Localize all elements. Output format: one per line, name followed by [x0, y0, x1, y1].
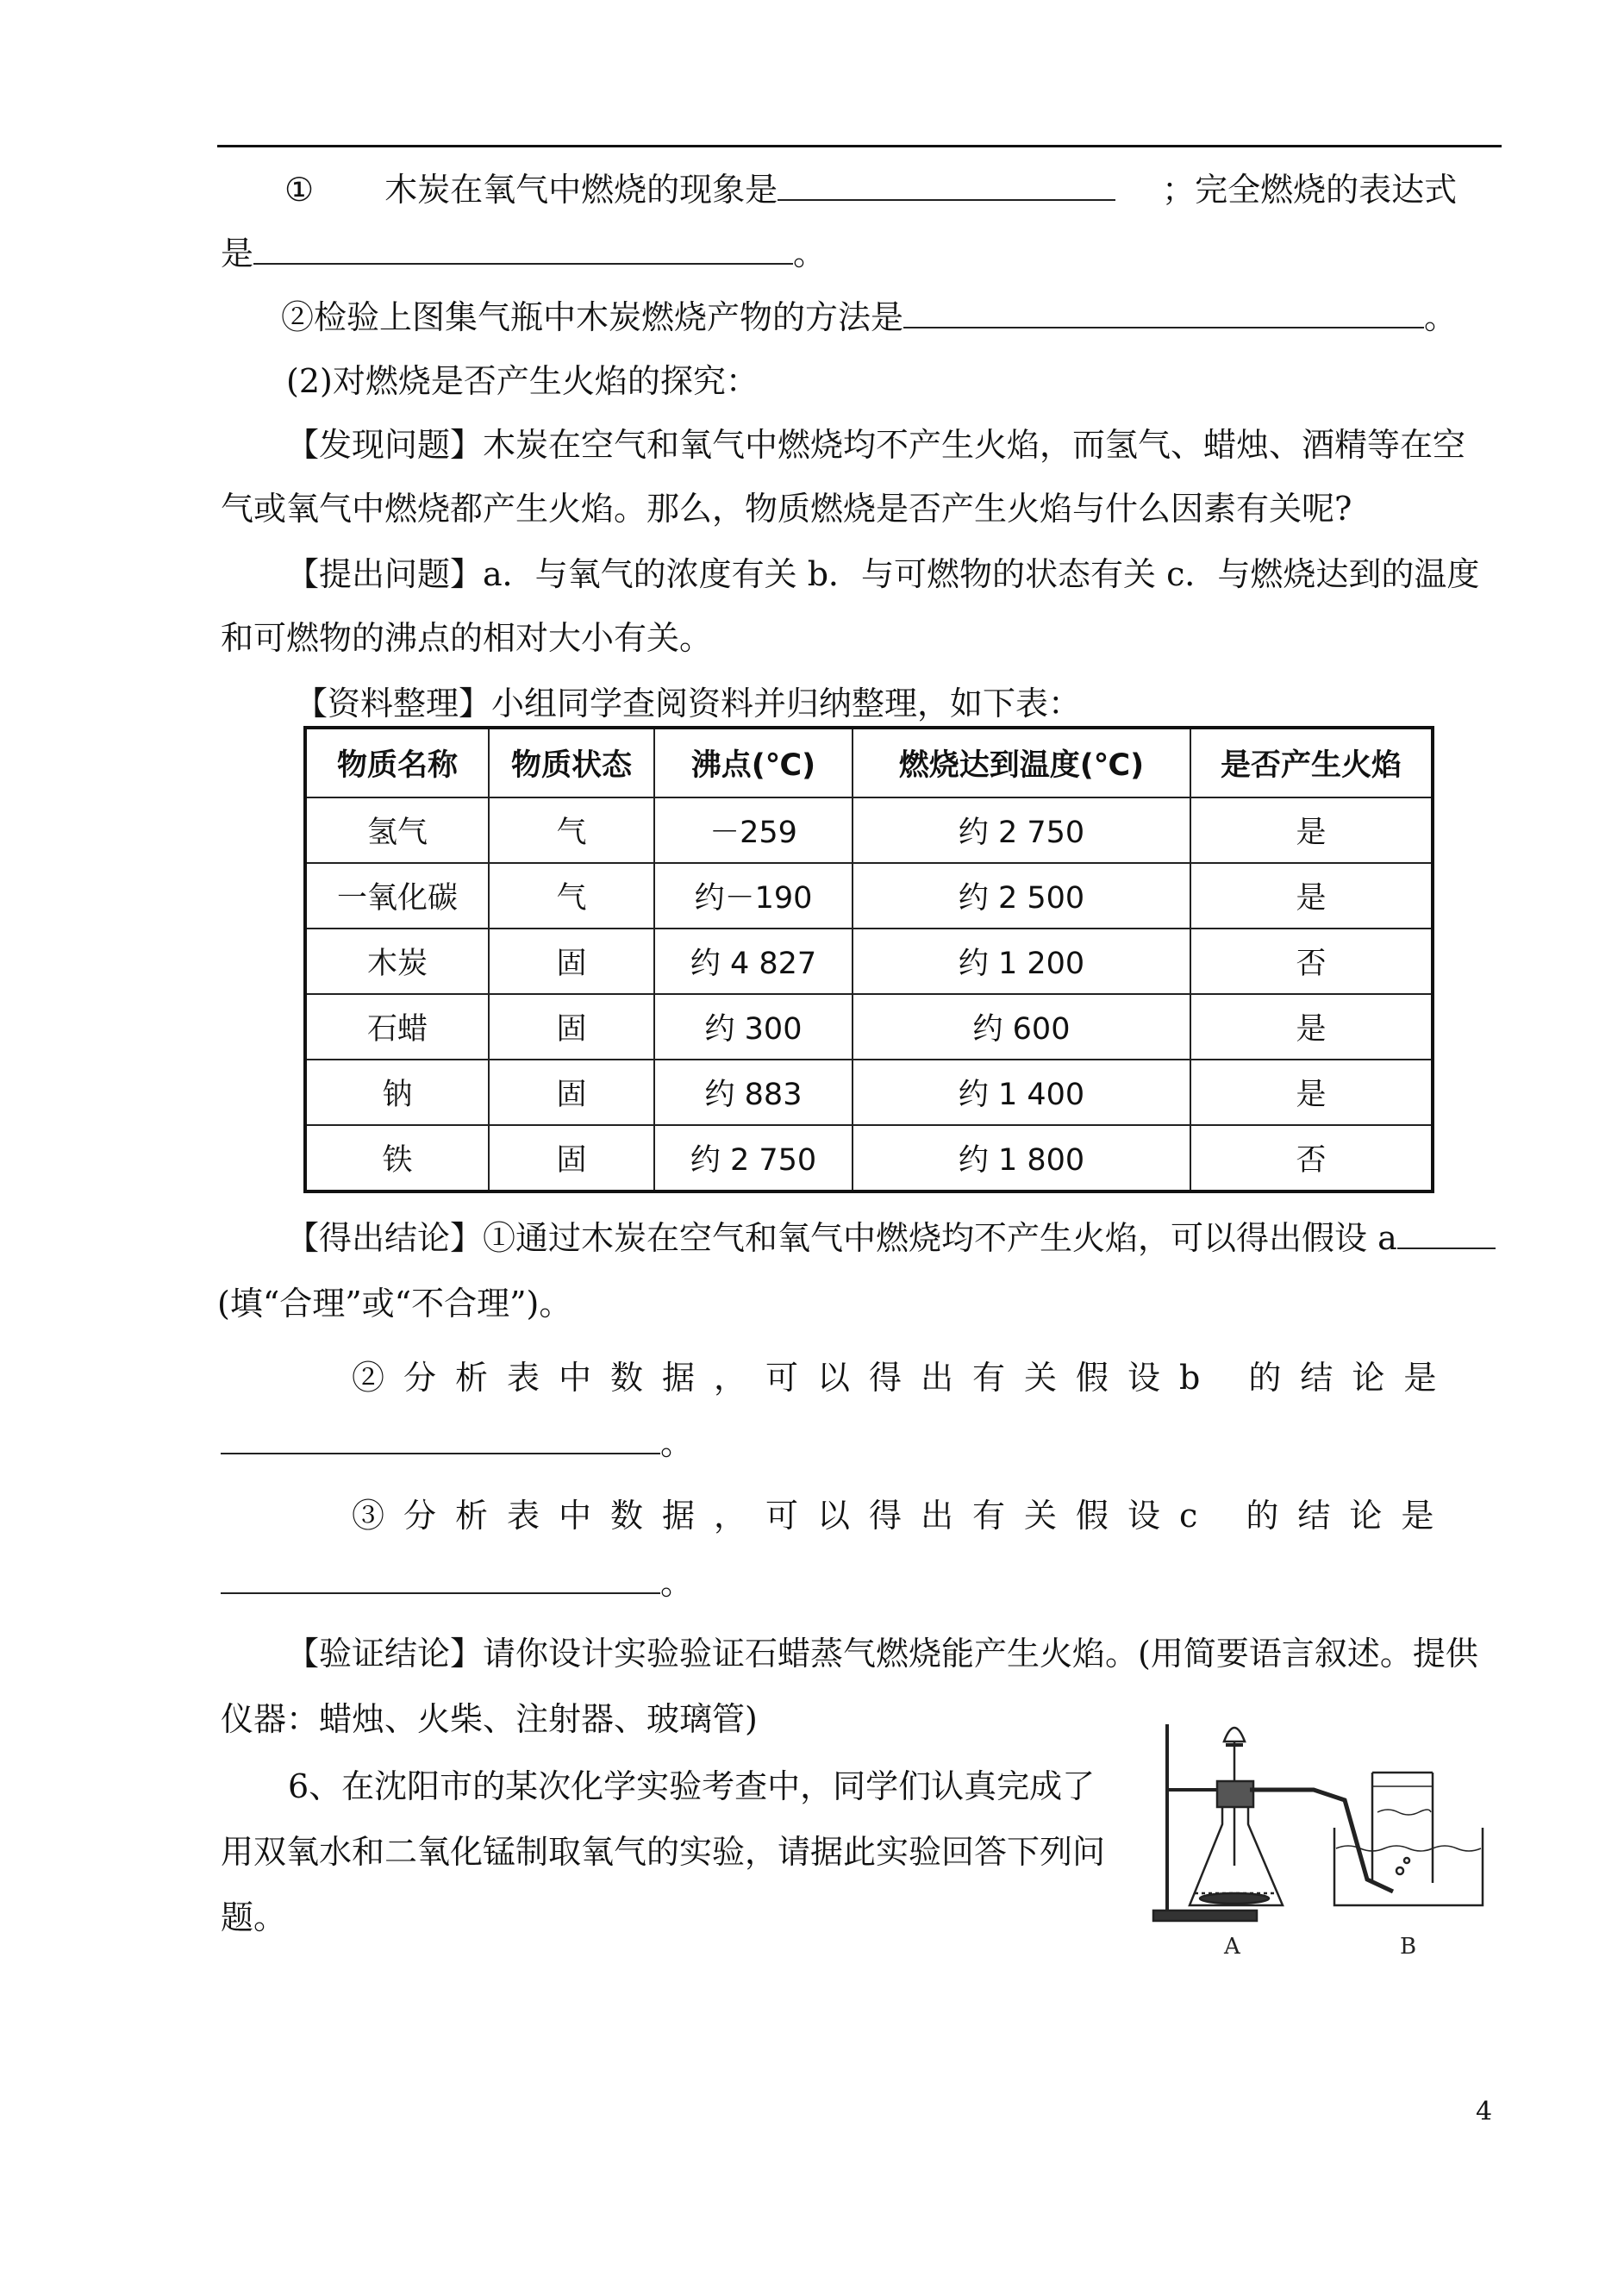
discover-problem-1: 【发现问题】木炭在空气和氧气中燃烧均不产生火焰，而氢气、蜡烛、酒精等在空 [286, 426, 1466, 464]
conclusion-2-end: 。 [660, 1424, 694, 1462]
q2-end: 。 [1424, 298, 1458, 336]
cell-boiling-point: 约 2 750 [654, 1125, 853, 1191]
cell-boiling-point: 约 4 827 [654, 929, 853, 994]
cell-substance: 钠 [305, 1060, 489, 1125]
raise-question-2: 和可燃物的沸点的相对大小有关。 [221, 619, 713, 657]
table-row [305, 929, 1433, 994]
q1-text: 木炭在氧气中燃烧的现象是 [384, 171, 778, 209]
conclusion-1-text: 【得出结论】①通过木炭在空气和氧气中燃烧均不产生火焰，可以得出假设 a [286, 1219, 1397, 1257]
stand-base [1153, 1910, 1257, 1921]
cell-combustion-temp: 约 2 500 [853, 863, 1190, 929]
data-arrangement: 【资料整理】小组同学查阅资料并归纳整理，如下表： [295, 685, 1082, 722]
q1-blank-2[interactable] [253, 234, 793, 265]
cell-flame: 否 [1190, 1125, 1433, 1191]
q2-blank[interactable] [903, 297, 1424, 328]
cell-boiling-point: 约 300 [654, 994, 853, 1060]
q1-text-3: 是 [221, 235, 254, 272]
cell-boiling-point: －259 [654, 797, 853, 863]
table-row [305, 797, 1433, 863]
collecting-bottle [1372, 1773, 1433, 1883]
cell-state: 固 [489, 1060, 654, 1125]
cell-flame: 是 [1190, 863, 1433, 929]
flask-stopper [1217, 1781, 1253, 1807]
cell-combustion-temp: 约 1 400 [853, 1060, 1190, 1125]
discover-problem-2: 气或氧气中燃烧都产生火焰。那么，物质燃烧是否产生火焰与什么因素有关呢? [221, 490, 1352, 528]
subsection-heading: (2)对燃烧是否产生火焰的探究： [286, 362, 759, 400]
conclusion-3-blank[interactable] [221, 1563, 660, 1594]
table-row [305, 1060, 1433, 1125]
conclusion-1-hint: (填“合理”或“不合理”)。 [217, 1285, 572, 1323]
cell-substance: 铁 [305, 1125, 489, 1191]
table-header-row [305, 728, 1433, 797]
header-flame: 是否产生火焰 [1190, 728, 1433, 797]
q1-blank[interactable] [778, 170, 1115, 201]
cell-flame: 是 [1190, 1060, 1433, 1125]
oxygen-apparatus-figure [1145, 1710, 1490, 1962]
header-boiling-point: 沸点(℃) [654, 728, 853, 797]
header-rule [217, 145, 1502, 147]
conclusion-3: ③分析表中数据，可以得出有关假设c 的结论是 [352, 1497, 1453, 1535]
cell-state: 气 [489, 797, 654, 863]
q1-text-2: ；完全燃烧的表达式 [1162, 171, 1458, 209]
conclusion-1 [286, 1217, 1496, 1259]
cell-substance: 石蜡 [305, 994, 489, 1060]
question-6-line-3: 题。 [221, 1898, 287, 1936]
verify-conclusion-2: 仪器：蜡烛、火柴、注射器、玻璃管) [221, 1700, 758, 1738]
conclusion-3-answer [221, 1562, 693, 1604]
question-6-line-1: 6、在沈阳市的某次化学实验考查中，同学们认真完成了 [288, 1767, 1096, 1805]
cell-state: 固 [489, 929, 654, 994]
cell-flame: 是 [1190, 994, 1433, 1060]
cell-state: 气 [489, 863, 654, 929]
figure-label-a: A [1224, 1934, 1240, 1960]
conclusion-2: ②分析表中数据，可以得出有关假设b 的结论是 [352, 1359, 1456, 1397]
conclusion-3-end: 。 [660, 1564, 694, 1602]
conclusion-2-blank[interactable] [221, 1423, 660, 1454]
conclusion-1-blank[interactable] [1397, 1218, 1496, 1249]
table-row [305, 863, 1433, 929]
cell-combustion-temp: 约 2 750 [853, 797, 1190, 863]
q2-text: ②检验上图集气瓶中木炭燃烧产物的方法是 [281, 298, 904, 336]
q1-line-2 [221, 233, 826, 274]
cell-combustion-temp: 约 1 800 [853, 1125, 1190, 1191]
cell-state: 固 [489, 1125, 654, 1191]
cell-boiling-point: 约 883 [654, 1060, 853, 1125]
q1-line [284, 169, 1457, 210]
cell-substance: 氢气 [305, 797, 489, 863]
manganese-dioxide [1200, 1893, 1269, 1904]
data-table [303, 726, 1434, 1193]
raise-question-1: 【提出问题】a．与氧气的浓度有关 b．与可燃物的状态有关 c．与燃烧达到的温度 [286, 555, 1480, 593]
cell-flame: 否 [1190, 929, 1433, 994]
table-row [305, 1125, 1433, 1191]
cell-state: 固 [489, 994, 654, 1060]
q2-line [281, 297, 1457, 338]
question-6-line-2: 用双氧水和二氧化锰制取氧气的实验，请据此实验回答下列问 [221, 1833, 1106, 1871]
verify-conclusion-1: 【验证结论】请你设计实验验证石蜡蒸气燃烧能产生火焰。(用简要语言叙述。提供 [286, 1635, 1478, 1673]
figure-label-b: B [1400, 1934, 1417, 1960]
q1-end: 。 [793, 235, 827, 272]
cell-substance: 一氧化碳 [305, 863, 489, 929]
cell-boiling-point: 约－190 [654, 863, 853, 929]
funnel-bulb [1224, 1728, 1245, 1742]
q1-number: ① [284, 171, 315, 209]
cell-combustion-temp: 约 1 200 [853, 929, 1190, 994]
header-substance: 物质名称 [305, 728, 489, 797]
cell-combustion-temp: 约 600 [853, 994, 1190, 1060]
cell-flame: 是 [1190, 797, 1433, 863]
cell-substance: 木炭 [305, 929, 489, 994]
header-combustion-temp: 燃烧达到温度(℃) [853, 728, 1190, 797]
page-number: 4 [1476, 2097, 1493, 2127]
table-row [305, 994, 1433, 1060]
header-state: 物质状态 [489, 728, 654, 797]
gas-bubble [1396, 1867, 1403, 1874]
conclusion-2-answer [221, 1423, 693, 1464]
